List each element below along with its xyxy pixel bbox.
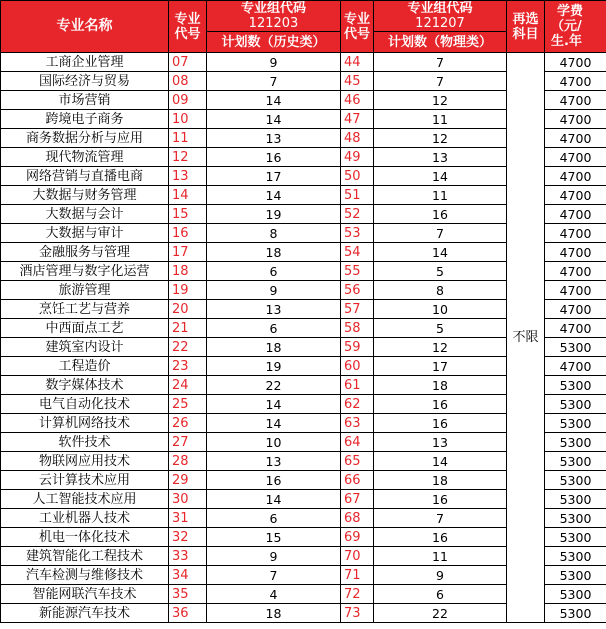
major-name-cell: 计算机网络技术	[1, 414, 169, 433]
plan-history-cell: 14	[207, 186, 341, 205]
code-history-cell: 25	[169, 395, 207, 414]
code-history-cell: 22	[169, 338, 207, 357]
tuition-cell: 5300	[545, 547, 606, 566]
major-name-cell: 中西面点工艺	[1, 319, 169, 338]
tuition-cell: 4700	[545, 110, 606, 129]
code-history-cell: 35	[169, 585, 207, 604]
plan-physics-cell: 6	[374, 585, 507, 604]
major-name-cell: 旅游管理	[1, 281, 169, 300]
code-history-cell: 16	[169, 224, 207, 243]
code-history-cell: 33	[169, 547, 207, 566]
code-history-cell: 24	[169, 376, 207, 395]
plan-physics-cell: 13	[374, 433, 507, 452]
code-physics-cell: 50	[341, 167, 374, 186]
header-code-history	[169, 1, 207, 53]
plan-history-cell: 6	[207, 319, 341, 338]
code-physics-cell: 61	[341, 376, 374, 395]
header-code-physics-line1: 专业	[343, 11, 370, 27]
tuition-cell: 5300	[545, 471, 606, 490]
tuition-cell: 4700	[545, 243, 606, 262]
tuition-cell: 5300	[545, 490, 606, 509]
major-name-cell: 跨境电子商务	[1, 110, 169, 129]
code-physics-cell: 56	[341, 281, 374, 300]
major-name-cell: 物联网应用技术	[1, 452, 169, 471]
code-history-cell: 17	[169, 243, 207, 262]
code-history-cell: 19	[169, 281, 207, 300]
header-reselect-subject	[507, 1, 545, 53]
code-history-cell: 31	[169, 509, 207, 528]
plan-physics-cell: 14	[374, 167, 507, 186]
code-physics-cell: 67	[341, 490, 374, 509]
tuition-cell: 4700	[545, 53, 606, 72]
major-name-cell: 工程造价	[1, 357, 169, 376]
plan-physics-cell: 16	[374, 414, 507, 433]
plan-history-cell: 4	[207, 585, 341, 604]
plan-history-cell: 8	[207, 224, 341, 243]
tuition-cell: 4700	[545, 224, 606, 243]
major-name-cell: 市场营销	[1, 91, 169, 110]
code-physics-cell: 53	[341, 224, 374, 243]
code-history-cell: 29	[169, 471, 207, 490]
header-tuition-line3: 生.年	[551, 34, 582, 49]
code-physics-cell: 65	[341, 452, 374, 471]
code-history-cell: 08	[169, 72, 207, 91]
tuition-cell: 5300	[545, 338, 606, 357]
tuition-cell: 5300	[545, 433, 606, 452]
header-group-physics	[374, 1, 507, 32]
plan-physics-cell: 22	[374, 604, 507, 623]
plan-physics-cell: 11	[374, 547, 507, 566]
header-major-name: 专业名称	[1, 1, 169, 53]
code-physics-cell: 69	[341, 528, 374, 547]
code-physics-cell: 71	[341, 566, 374, 585]
tuition-cell: 4700	[545, 167, 606, 186]
tuition-cell: 5300	[545, 509, 606, 528]
header-plan-history: 计划数（历史类）	[207, 32, 341, 53]
code-physics-cell: 55	[341, 262, 374, 281]
major-name-cell: 金融服务与管理	[1, 243, 169, 262]
plan-physics-cell: 12	[374, 338, 507, 357]
plan-history-cell: 16	[207, 471, 341, 490]
header-tuition-line1: 学费	[557, 4, 584, 19]
plan-physics-cell: 17	[374, 357, 507, 376]
header-group-history-code: 121203	[248, 16, 299, 31]
major-name-cell: 烹饪工艺与营养	[1, 300, 169, 319]
plan-history-cell: 13	[207, 300, 341, 319]
major-name-cell: 大数据与会计	[1, 205, 169, 224]
major-name-cell: 建筑室内设计	[1, 338, 169, 357]
header-group-history-title: 专业组代码	[240, 1, 306, 16]
major-name-cell: 工业机器人技术	[1, 509, 169, 528]
header-code-history-line2: 代号	[174, 26, 201, 42]
table-body	[1, 53, 606, 623]
code-physics-cell: 48	[341, 129, 374, 148]
plan-history-cell: 16	[207, 148, 341, 167]
tuition-cell: 4700	[545, 205, 606, 224]
plan-history-cell: 9	[207, 53, 341, 72]
plan-physics-cell: 13	[374, 148, 507, 167]
header-reselect-line1: 再选	[512, 11, 539, 27]
tuition-cell: 5300	[545, 414, 606, 433]
plan-physics-cell: 14	[374, 452, 507, 471]
code-physics-cell: 52	[341, 205, 374, 224]
code-history-cell: 32	[169, 528, 207, 547]
tuition-cell: 5300	[545, 376, 606, 395]
plan-physics-cell: 16	[374, 490, 507, 509]
code-history-cell: 11	[169, 129, 207, 148]
major-name-cell: 电气自动化技术	[1, 395, 169, 414]
tuition-cell: 4700	[545, 72, 606, 91]
header-group-physics-title: 专业组代码	[407, 1, 473, 16]
major-name-cell: 国际经济与贸易	[1, 72, 169, 91]
code-physics-cell: 63	[341, 414, 374, 433]
plan-history-cell: 7	[207, 72, 341, 91]
table-row	[1, 53, 606, 72]
tuition-cell: 4700	[545, 262, 606, 281]
plan-history-cell: 14	[207, 414, 341, 433]
code-physics-cell: 70	[341, 547, 374, 566]
tuition-cell: 5300	[545, 528, 606, 547]
plan-history-cell: 13	[207, 452, 341, 471]
code-history-cell: 28	[169, 452, 207, 471]
code-history-cell: 13	[169, 167, 207, 186]
code-history-cell: 30	[169, 490, 207, 509]
major-name-cell: 云计算技术应用	[1, 471, 169, 490]
plan-history-cell: 9	[207, 547, 341, 566]
plan-physics-cell: 16	[374, 528, 507, 547]
plan-history-cell: 6	[207, 509, 341, 528]
plan-physics-cell: 10	[374, 300, 507, 319]
major-name-cell: 人工智能技术应用	[1, 490, 169, 509]
code-physics-cell: 51	[341, 186, 374, 205]
plan-physics-cell: 8	[374, 281, 507, 300]
code-physics-cell: 59	[341, 338, 374, 357]
code-physics-cell: 66	[341, 471, 374, 490]
header-group-history	[207, 1, 341, 32]
code-physics-cell: 44	[341, 53, 374, 72]
code-history-cell: 36	[169, 604, 207, 623]
code-history-cell: 15	[169, 205, 207, 224]
header-tuition	[545, 1, 606, 53]
plan-history-cell: 14	[207, 110, 341, 129]
major-name-cell: 工商企业管理	[1, 53, 169, 72]
tuition-cell: 5300	[545, 604, 606, 623]
plan-physics-cell: 18	[374, 376, 507, 395]
code-history-cell: 34	[169, 566, 207, 585]
tuition-cell: 4700	[545, 357, 606, 376]
code-history-cell: 09	[169, 91, 207, 110]
code-history-cell: 10	[169, 110, 207, 129]
plan-history-cell: 18	[207, 604, 341, 623]
major-name-cell: 机电一体化技术	[1, 528, 169, 547]
header-code-physics-line2: 代号	[343, 26, 370, 42]
plan-history-cell: 18	[207, 338, 341, 357]
reselect-subject-cell: 不限	[507, 53, 545, 623]
code-physics-cell: 62	[341, 395, 374, 414]
code-history-cell: 27	[169, 433, 207, 452]
code-physics-cell: 46	[341, 91, 374, 110]
major-name-cell: 网络营销与直播电商	[1, 167, 169, 186]
tuition-cell: 4700	[545, 91, 606, 110]
plan-history-cell: 14	[207, 490, 341, 509]
plan-history-cell: 7	[207, 566, 341, 585]
tuition-cell: 4700	[545, 148, 606, 167]
plan-physics-cell: 18	[374, 471, 507, 490]
plan-physics-cell: 14	[374, 243, 507, 262]
plan-physics-cell: 12	[374, 129, 507, 148]
tuition-cell: 5300	[545, 452, 606, 471]
major-name-cell: 建筑智能化工程技术	[1, 547, 169, 566]
code-history-cell: 23	[169, 357, 207, 376]
header-reselect-line2: 科目	[512, 26, 539, 42]
header-code-physics	[341, 1, 374, 53]
code-physics-cell: 49	[341, 148, 374, 167]
code-physics-cell: 45	[341, 72, 374, 91]
major-name-cell: 大数据与审计	[1, 224, 169, 243]
plan-history-cell: 18	[207, 243, 341, 262]
plan-physics-cell: 5	[374, 262, 507, 281]
header-group-physics-code: 121207	[415, 16, 465, 31]
major-name-cell: 商务数据分析与应用	[1, 129, 169, 148]
tuition-cell: 5300	[545, 566, 606, 585]
code-history-cell: 21	[169, 319, 207, 338]
tuition-cell: 4700	[545, 300, 606, 319]
plan-physics-cell: 7	[374, 72, 507, 91]
major-name-cell: 汽车检测与维修技术	[1, 566, 169, 585]
code-physics-cell: 57	[341, 300, 374, 319]
plan-history-cell: 6	[207, 262, 341, 281]
plan-physics-cell: 11	[374, 110, 507, 129]
tuition-cell: 5300	[545, 395, 606, 414]
code-physics-cell: 58	[341, 319, 374, 338]
tuition-cell: 4700	[545, 186, 606, 205]
major-name-cell: 智能网联汽车技术	[1, 585, 169, 604]
plan-history-cell: 9	[207, 281, 341, 300]
code-physics-cell: 64	[341, 433, 374, 452]
code-physics-cell: 73	[341, 604, 374, 623]
header-plan-physics: 计划数（物理类）	[374, 32, 507, 53]
plan-physics-cell: 7	[374, 509, 507, 528]
code-history-cell: 07	[169, 53, 207, 72]
plan-history-cell: 10	[207, 433, 341, 452]
tuition-cell: 4700	[545, 319, 606, 338]
major-name-cell: 现代物流管理	[1, 148, 169, 167]
code-history-cell: 26	[169, 414, 207, 433]
plan-physics-cell: 7	[374, 224, 507, 243]
plan-history-cell: 13	[207, 129, 341, 148]
tuition-cell: 5300	[545, 585, 606, 604]
plan-history-cell: 14	[207, 91, 341, 110]
tuition-cell: 4700	[545, 129, 606, 148]
code-history-cell: 18	[169, 262, 207, 281]
code-physics-cell: 47	[341, 110, 374, 129]
plan-history-cell: 22	[207, 376, 341, 395]
major-name-cell: 软件技术	[1, 433, 169, 452]
major-name-cell: 数字媒体技术	[1, 376, 169, 395]
plan-history-cell: 17	[207, 167, 341, 186]
code-physics-cell: 54	[341, 243, 374, 262]
code-physics-cell: 60	[341, 357, 374, 376]
header-tuition-line2: （元/	[551, 19, 582, 34]
code-history-cell: 14	[169, 186, 207, 205]
plan-history-cell: 19	[207, 205, 341, 224]
code-physics-cell: 68	[341, 509, 374, 528]
plan-physics-cell: 12	[374, 91, 507, 110]
major-name-cell: 酒店管理与数字化运营	[1, 262, 169, 281]
header-code-history-line1: 专业	[174, 11, 201, 27]
plan-physics-cell: 5	[374, 319, 507, 338]
plan-physics-cell: 7	[374, 53, 507, 72]
tuition-cell: 4700	[545, 281, 606, 300]
major-name-cell: 大数据与财务管理	[1, 186, 169, 205]
code-history-cell: 12	[169, 148, 207, 167]
plan-physics-cell: 11	[374, 186, 507, 205]
major-name-cell: 新能源汽车技术	[1, 604, 169, 623]
plan-physics-cell: 9	[374, 566, 507, 585]
plan-history-cell: 19	[207, 357, 341, 376]
plan-history-cell: 14	[207, 395, 341, 414]
code-physics-cell: 72	[341, 585, 374, 604]
plan-physics-cell: 16	[374, 205, 507, 224]
code-history-cell: 20	[169, 300, 207, 319]
table-header	[1, 1, 606, 53]
plan-history-cell: 15	[207, 528, 341, 547]
plan-physics-cell: 16	[374, 395, 507, 414]
